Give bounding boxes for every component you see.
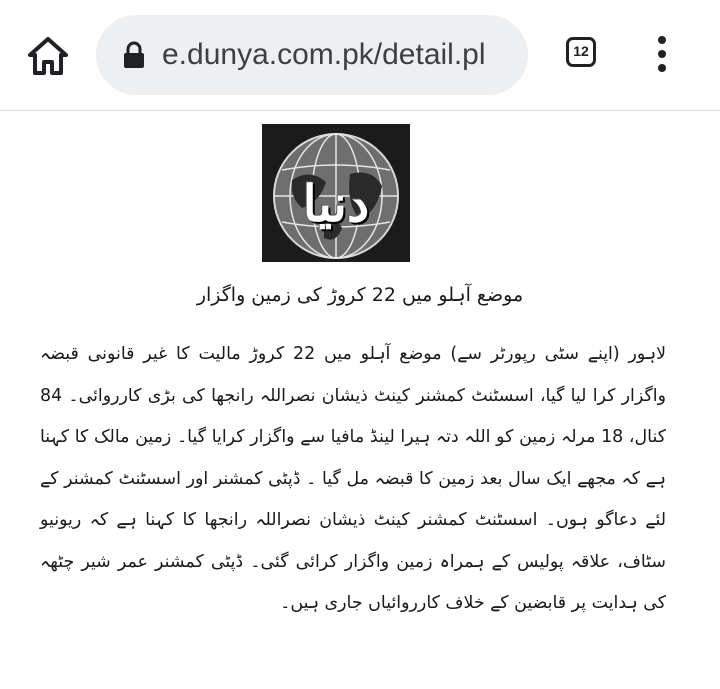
dunya-logo bbox=[262, 124, 410, 262]
logo-wordmark: دنیا bbox=[302, 174, 370, 233]
browser-toolbar bbox=[0, 0, 720, 111]
url-text[interactable]: e.dunya.com.pk/detail.pl bbox=[162, 38, 486, 71]
tab-switcher-button[interactable]: 12 bbox=[566, 37, 596, 67]
article-body: لاہور (اپنے سٹی رپورٹر سے) موضع آہلو میں 22 کروڑ مالیت کا غیر قانونی قبضہ واگزار کرا لیا گیا، اسسٹنٹ کمشنر کینٹ ذیشان نصراللہ رانجھا کی بڑی کارروائی۔ 84 کنال، 18 مرلہ زمین کو اللہ دتہ ہیرا لینڈ مافیا سے واگزار کرایا گیا۔ زمین مالک کا کہنا ہے کہ مجھے ایک سال بعد زمین کا قبضہ مل گیا ۔ ڈپٹی کمشنر اور اسسٹنٹ کمشنر کے لئے دعاگو ہوں۔ اسسٹنٹ کمشنر کینٹ ذیشان نصراللہ رانجھا کا کہنا ہے کہ ریونیو سٹاف، علاقہ پولیس کے ہمراہ زمین واگزار کرائی گئی۔ ڈپٹی کمشنر عمر شیر چٹھہ کی ہدایت پر قابضین کے خلاف کارروائیاں جاری ہیں۔ bbox=[40, 344, 666, 613]
more-vert-icon-dot bbox=[658, 64, 666, 72]
newspaper-clipping bbox=[32, 112, 688, 689]
more-vert-icon-dot bbox=[658, 50, 666, 58]
home-icon bbox=[24, 34, 72, 78]
more-vert-icon bbox=[658, 36, 666, 44]
home-button[interactable] bbox=[24, 34, 72, 78]
lock-icon bbox=[122, 41, 146, 69]
more-menu-button[interactable] bbox=[650, 36, 676, 76]
article-headline: موضع آہلو میں 22 کروڑ کی زمین واگزار bbox=[196, 284, 524, 306]
address-bar[interactable] bbox=[96, 15, 528, 95]
